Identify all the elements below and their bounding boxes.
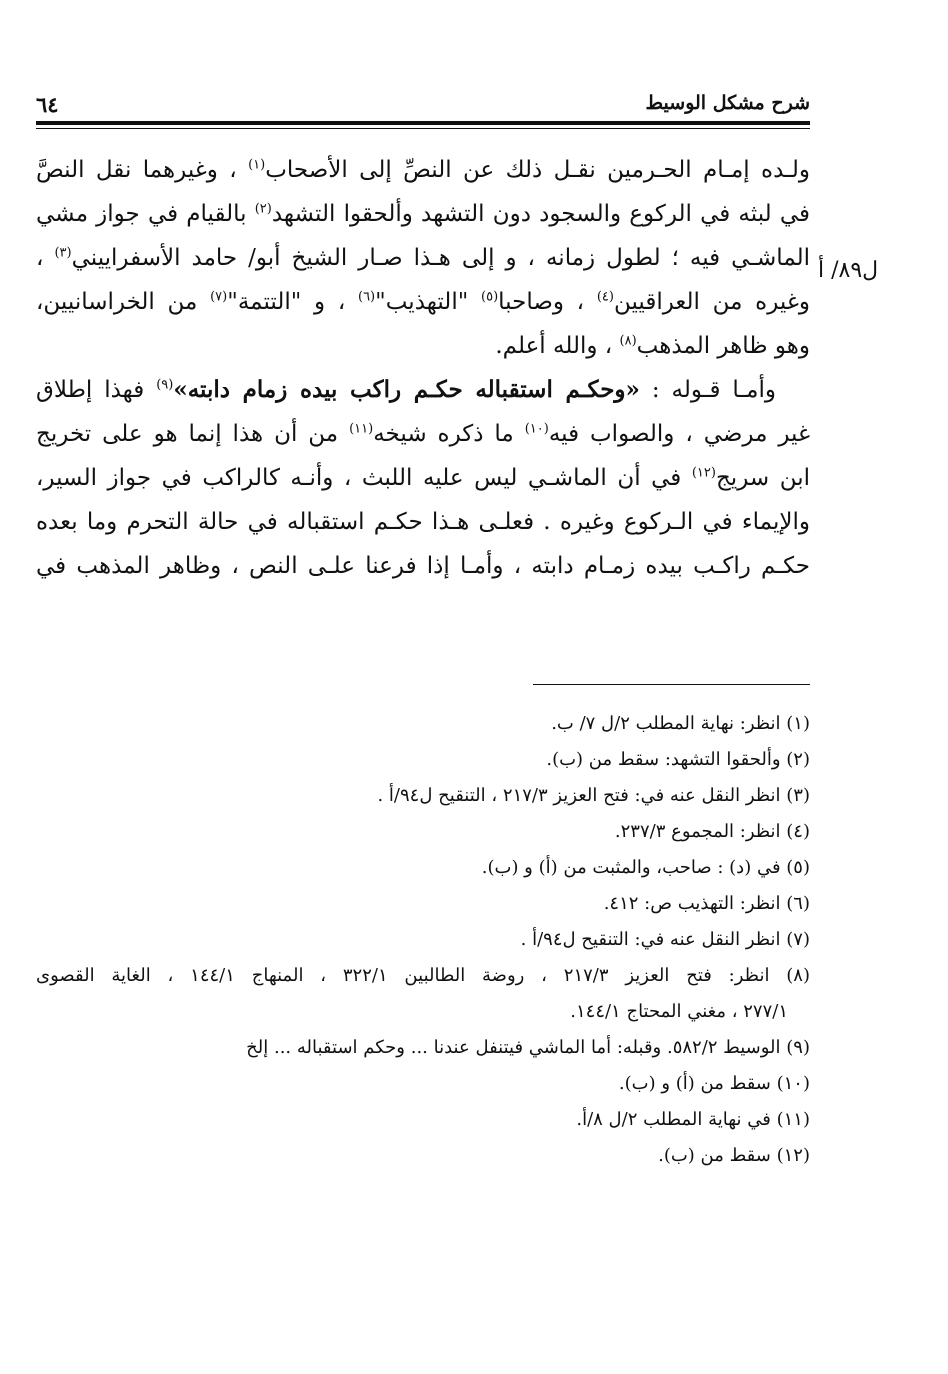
text-span: بالقيام في جواز مشي — [36, 201, 247, 227]
text-span: غير مرضي ، والصواب فيه — [548, 421, 810, 447]
text-span: ، — [36, 245, 44, 271]
text-span: ، و "التتمة" — [227, 289, 346, 315]
text-line — [36, 456, 810, 500]
footnote: (٤) انظر: المجموع ٢٣٧/٣. — [614, 821, 810, 842]
text-line — [36, 236, 810, 280]
footnote-ref: (٧) — [210, 289, 228, 305]
main-text — [36, 148, 810, 588]
quoted-text: «وحكـم استقباله حكـم راكب بيده زمام دابته» — [173, 376, 640, 403]
footnote-ref: (٣) — [54, 245, 72, 261]
footnote: (٣) انظر النقل عنه في: فتح العزيز ٢١٧/٣ ، التنقيح ل٩٤/أ . — [377, 785, 810, 806]
footnote: (٦) انظر: التهذيب ص: ٤١٢. — [603, 893, 810, 914]
footnote-ref: (٨) — [619, 333, 637, 349]
footnote: (٧) انظر النقل عنه في: التنقيح ل٩٤/أ . — [520, 929, 810, 950]
text-span: "التهذيب" — [375, 289, 469, 315]
text-span: الماشـي فيه ؛ لطول زمانه ، و إلى هـذا صـار الشيخ أبو/ حامد الأسفراييني — [71, 245, 810, 271]
text-span: وغيره من العراقيين — [613, 289, 810, 315]
footnote: (١١) في نهاية المطلب ٢/ل ٨/أ. — [576, 1109, 810, 1130]
footnote-ref: (٤) — [596, 289, 614, 305]
footnote-ref: (١١) — [349, 421, 374, 437]
footnote-ref: (١٢) — [691, 465, 716, 481]
footnote: (١٢) سقط من (ب). — [658, 1145, 810, 1166]
footnote-continuation: ٢٧٧/١ ، مغني المحتاج ١٤٤/١. — [570, 1001, 788, 1022]
text-span: في أن الماشـي ليس عليه اللبث ، وأنـه كالراكب في جواز السير، — [36, 465, 682, 491]
text-line: حكـم راكـب بيده زمـام دابته ، وأمـا إذا فرعنا علـى النص ، وظاهر المذهب في — [36, 553, 810, 579]
text-span: ولـده إمـام الحـرمين نقـل ذلك عن النصِّ إلى الأصحاب — [265, 157, 810, 183]
text-line — [36, 148, 810, 192]
text-line — [36, 412, 810, 456]
text-line — [36, 324, 810, 368]
footnote-ref: (٢) — [254, 201, 272, 217]
text-line — [36, 368, 810, 412]
text-span: وأمـا قـوله : — [651, 377, 776, 403]
text-span: ابن سريج — [715, 465, 810, 491]
footnote-ref: (٥) — [481, 289, 499, 305]
page-number: ٦٤ — [36, 92, 59, 117]
footnote: (٨) انظر: فتح العزيز ٢١٧/٣ ، روضة الطالبين ٣٢٢/١ ، المنهاج ١٤٤/١ ، الغاية القصوى — [36, 965, 810, 986]
footnote: (١) انظر: نهاية المطلب ٢/ل ٧/ ب. — [551, 713, 810, 734]
footnote: (٥) في (د) : صاحب، والمثبت من (أ) و (ب). — [481, 857, 810, 878]
footnote-separator — [533, 684, 810, 685]
text-span: وهو ظاهر المذهب — [636, 333, 810, 359]
header-rule-thick — [36, 121, 810, 125]
text-line — [36, 192, 810, 236]
manuscript-folio-note: ل٨٩/ أ — [818, 258, 879, 283]
text-line — [36, 280, 810, 324]
footnote: (٢) وألحقوا التشهد: سقط من (ب). — [546, 749, 810, 770]
text-span: من الخراسانيين، — [36, 289, 198, 315]
text-span: ، والله أعلم. — [495, 333, 613, 359]
text-span: ما ذكره شيخه — [373, 421, 514, 447]
text-line: والإيماء في الـركوع وغيره . فعلـى هـذا حكـم استقباله في حالة التحرم وما بعده — [36, 509, 810, 535]
text-span: من أن هذا إنما هو على تخريج — [36, 421, 339, 447]
running-header — [36, 92, 810, 116]
text-span: ، وصاحبا — [498, 289, 585, 315]
footnote-ref: (٦) — [357, 289, 376, 305]
header-rule-thin — [36, 128, 810, 129]
text-span: في لبثه في الركوع والسجود دون التشهد وألحقوا التشهد — [271, 201, 810, 227]
footnote: (١٠) سقط من (أ) و (ب). — [618, 1073, 810, 1094]
text-span: ، وغيرهما نقل النصَّ — [36, 157, 237, 183]
footnote-ref: (٩) — [156, 377, 174, 393]
footnote-ref: (١) — [248, 157, 266, 173]
text-span: فهذا إطلاق — [36, 377, 145, 403]
footnote: (٩) الوسيط ٥٨٢/٢. وقبله: أما الماشي فيتنفل عندنا ... وحكم استقباله ... إلخ — [246, 1037, 810, 1058]
book-title: شرح مشكل الوسيط — [645, 92, 810, 114]
footnotes — [36, 706, 810, 1174]
footnote-ref: (١٠) — [524, 421, 549, 437]
